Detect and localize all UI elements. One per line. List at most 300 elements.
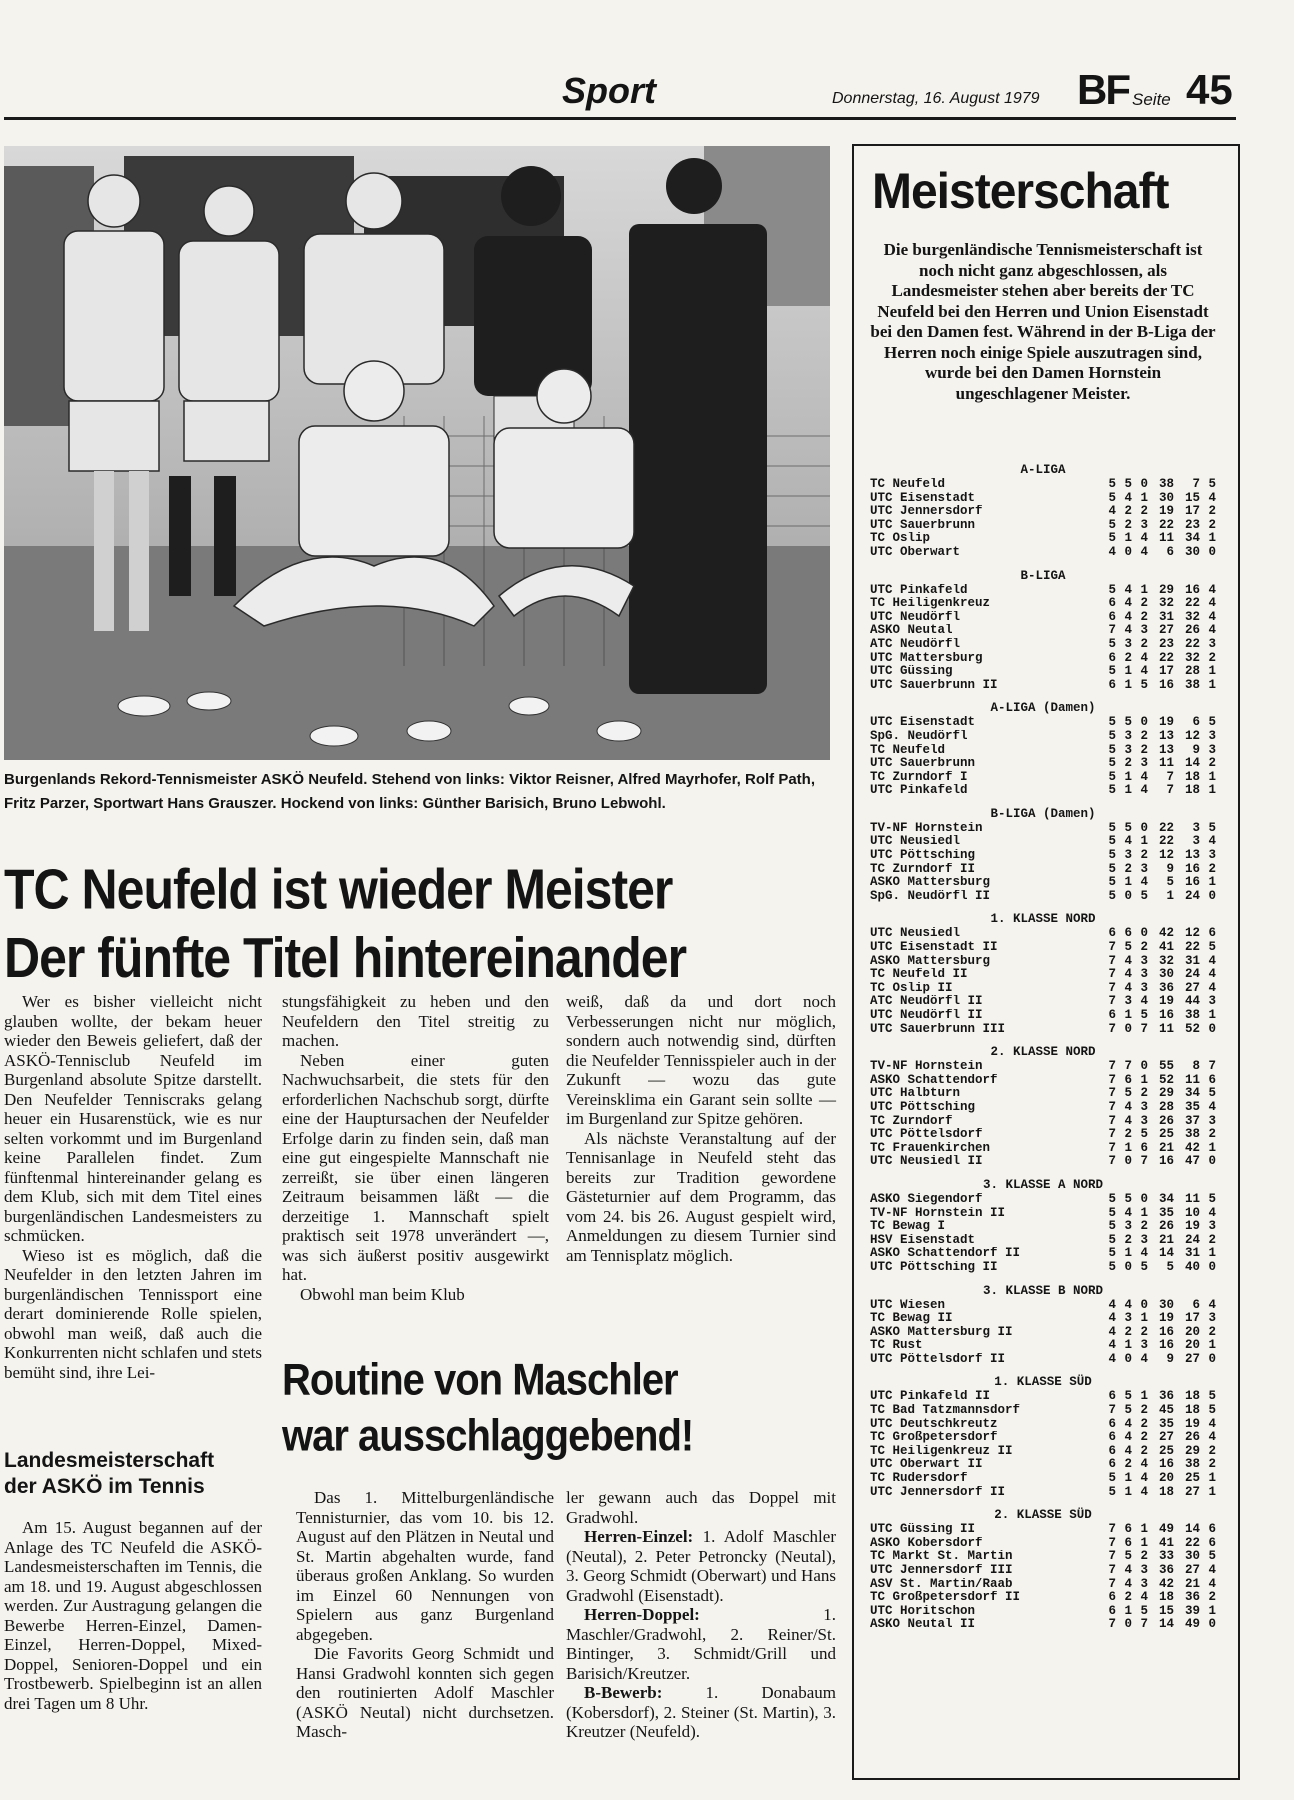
stat-cell: 4 bbox=[1208, 1430, 1216, 1445]
standings-row bbox=[870, 1339, 1216, 1353]
stat-cell: 38 bbox=[1184, 1008, 1200, 1022]
standings-row bbox=[870, 679, 1216, 693]
standings-row bbox=[870, 492, 1216, 506]
standings-row bbox=[870, 1418, 1216, 1432]
stat-cell: 6 bbox=[1208, 926, 1216, 941]
stat-cell: 38 bbox=[1158, 477, 1174, 491]
standings-row bbox=[870, 1550, 1216, 1564]
team-name: UTC Wiesen bbox=[870, 1298, 946, 1312]
stat-cell: 4 bbox=[1124, 1416, 1132, 1431]
stat-cell: 19 bbox=[1184, 1219, 1200, 1234]
standings-row bbox=[870, 1261, 1216, 1275]
stat-cell: 11 bbox=[1184, 1191, 1200, 1206]
stat-cell: 22 bbox=[1158, 650, 1174, 665]
stat-cell: 5 bbox=[1108, 636, 1116, 651]
team-name: TC Großpetersdorf II bbox=[870, 1591, 1021, 1605]
paragraph: Obwohl man beim Klub bbox=[300, 1284, 465, 1304]
stat-cell: 34 bbox=[1158, 1191, 1174, 1206]
stat-cell: 2 bbox=[1124, 861, 1132, 876]
paragraph: Am 15. August begannen auf der Anlage des TC Neufeld die ASKÖ-Landesmeisterschaften im Tennis, die am 18. und 19. August abgeschlossen werden. Zur Austragung gelangen die Bewerbe Herren-Einzel, Damen-Einzel, Herren-Doppel, Mixed-Doppel, Senioren-Doppel und ein Trostbewerb. Spielbeginn ist an allen drei Tagen um 8 Uhr. bbox=[4, 1518, 262, 1713]
stat-cell: 4 bbox=[1208, 1563, 1216, 1577]
team-name: UTC Pinkafeld II bbox=[870, 1390, 991, 1404]
stat-cell: 3 bbox=[1140, 1563, 1148, 1577]
team-name: UTC Deutschkreutz bbox=[870, 1417, 998, 1431]
standings-row bbox=[870, 1142, 1216, 1156]
result-paragraph bbox=[566, 1605, 836, 1683]
standings-row bbox=[870, 1207, 1216, 1221]
league-heading: B-LIGA (Damen) bbox=[990, 806, 1096, 821]
stat-cell: 2 bbox=[1124, 1324, 1132, 1339]
stat-cell: 7 bbox=[1108, 1127, 1116, 1142]
subheadline-line: der ASKÖ im Tennis bbox=[4, 1475, 205, 1498]
stat-cell: 0 bbox=[1140, 820, 1148, 835]
stat-cell: 9 bbox=[1192, 742, 1200, 757]
stat-cell: 17 bbox=[1184, 1311, 1200, 1326]
stat-cell: 7 bbox=[1192, 477, 1200, 491]
stat-cell: 7 bbox=[1108, 967, 1116, 982]
stat-cell: 6 bbox=[1108, 1430, 1116, 1445]
subheadline-line: Landesmeisterschaft bbox=[4, 1449, 215, 1472]
stat-cell: 3 bbox=[1140, 1113, 1148, 1128]
team-name: HSV Eisenstadt bbox=[870, 1233, 976, 1247]
stat-cell: 0 bbox=[1124, 1617, 1132, 1632]
team-name: UTC Pöttelsdorf bbox=[870, 1128, 983, 1142]
stat-cell: 49 bbox=[1184, 1617, 1200, 1632]
stat-cell: 13 bbox=[1184, 848, 1200, 863]
stat-cell: 1 bbox=[1208, 875, 1216, 890]
stat-cell: 4 bbox=[1208, 834, 1216, 849]
stat-cell: 16 bbox=[1158, 1008, 1174, 1022]
stat-cell: 5 bbox=[1108, 742, 1116, 757]
stat-cell: 0 bbox=[1208, 544, 1216, 559]
standings-row bbox=[870, 1578, 1216, 1592]
stat-cell: 33 bbox=[1158, 1549, 1174, 1564]
stat-cell: 26 bbox=[1158, 1219, 1174, 1234]
stat-cell: 5 bbox=[1108, 756, 1116, 771]
team-name: UTC Güssing bbox=[870, 665, 953, 679]
standings-row bbox=[870, 1486, 1216, 1500]
article-column bbox=[4, 1518, 262, 1713]
standings-row bbox=[870, 849, 1216, 863]
stat-cell: 3 bbox=[1124, 742, 1132, 757]
stat-cell: 3 bbox=[1140, 1338, 1148, 1353]
stat-cell: 6 bbox=[1108, 1603, 1116, 1618]
stat-cell: 2 bbox=[1124, 650, 1132, 665]
stat-cell: 5 bbox=[1108, 875, 1116, 890]
standings-row bbox=[870, 890, 1216, 904]
stat-cell: 30 bbox=[1158, 490, 1174, 505]
team-name: ASKÖ Schattendorf II bbox=[870, 1247, 1021, 1261]
sidebar-intro: Die burgenländische Tennismeisterschaft ist noch nicht ganz abgeschlossen, als Landesmeister stehen aber bereits der TC Neufeld bei den Herren und Union Eisenstadt bei den Damen fest. Während in der B-Liga der Herren noch einige Spiele auszutragen sind, wurde bei den Damen Hornstein ungeschlagener Meister. bbox=[870, 240, 1216, 403]
stat-cell: 4 bbox=[1140, 664, 1148, 679]
stat-cell: 6 bbox=[1124, 1522, 1132, 1537]
issue-date: Donnerstag, 16. August 1979 bbox=[832, 90, 1040, 107]
stat-cell: 16 bbox=[1184, 861, 1200, 876]
stat-cell: 4 bbox=[1124, 1576, 1132, 1591]
stat-cell: 2 bbox=[1208, 1590, 1216, 1605]
stat-cell: 1 bbox=[1124, 677, 1132, 692]
stat-cell: 6 bbox=[1108, 1008, 1116, 1022]
stat-cell: 4 bbox=[1124, 609, 1132, 624]
stat-cell: 4 bbox=[1124, 953, 1132, 968]
standings-row bbox=[870, 1101, 1216, 1115]
stat-cell: 21 bbox=[1184, 1576, 1200, 1591]
standings-row bbox=[870, 995, 1216, 1009]
result-text: 1. Donabaum (Kobersdorf), 2. Steiner (St. Martin), 3. Kreutzer (Neufeld). bbox=[566, 1683, 836, 1741]
stat-cell: 34 bbox=[1184, 531, 1200, 546]
stat-cell: 4 bbox=[1124, 834, 1132, 849]
standings-row bbox=[870, 982, 1216, 996]
stat-cell: 0 bbox=[1140, 1191, 1148, 1206]
stat-cell: 1 bbox=[1124, 1471, 1132, 1486]
stat-cell: 19 bbox=[1184, 1416, 1200, 1431]
stat-cell: 6 bbox=[1208, 1522, 1216, 1537]
stat-cell: 11 bbox=[1158, 1021, 1174, 1036]
stat-cell: 2 bbox=[1208, 1457, 1216, 1472]
team-name: UTC Halbturn bbox=[870, 1087, 961, 1101]
stat-cell: 0 bbox=[1124, 1021, 1132, 1036]
stat-cell: 4 bbox=[1140, 769, 1148, 784]
stat-cell: 4 bbox=[1208, 1205, 1216, 1220]
stat-cell: 2 bbox=[1140, 504, 1148, 519]
team-name: ASKÖ Siegendorf bbox=[870, 1192, 983, 1206]
team-name: ASKÖ Neutal II bbox=[870, 1618, 976, 1632]
stat-cell: 4 bbox=[1208, 980, 1216, 995]
stat-cell: 18 bbox=[1158, 1590, 1174, 1605]
stat-cell: 35 bbox=[1158, 1205, 1174, 1220]
paragraph: Das 1. Mittelburgenländische Tennisturnier, das vom 10. bis 12. August auf den Plätzen in Neutal und St. Martin abgehalten wurde, fand überaus großen Anklang. So wurden im Einzel 60 Nennungen von Spielern aus ganz Burgenland abgegeben. bbox=[296, 1488, 554, 1644]
stat-cell: 1 bbox=[1124, 875, 1132, 890]
stat-cell: 6 bbox=[1208, 1072, 1216, 1087]
stat-cell: 29 bbox=[1158, 582, 1174, 597]
stat-cell: 2 bbox=[1208, 1127, 1216, 1142]
stat-cell: 41 bbox=[1158, 940, 1174, 955]
stat-cell: 3 bbox=[1124, 1311, 1132, 1326]
standings-row bbox=[870, 1299, 1216, 1313]
stat-cell: 5 bbox=[1108, 477, 1116, 491]
paragraph: Als nächste Veranstaltung auf der Tennisanlage in Neufeld steht das bereits zur Tradition gewordene Gästeturnier auf dem Programm, das vom 24. bis 26. August gespielt wird, Anmeldungen zu diesem Turnier sind am Tennisplatz möglich. bbox=[566, 1128, 836, 1265]
stat-cell: 11 bbox=[1184, 1072, 1200, 1087]
stat-cell: 4 bbox=[1108, 1338, 1116, 1353]
stat-cell: 1 bbox=[1140, 1535, 1148, 1550]
league-heading: 1. KLASSE SÜD bbox=[994, 1375, 1092, 1390]
team-name: UTC Sauerbrunn III bbox=[870, 1022, 1006, 1036]
stat-cell: 6 bbox=[1108, 677, 1116, 692]
stat-cell: 26 bbox=[1184, 623, 1200, 638]
stat-cell: 7 bbox=[1108, 1522, 1116, 1537]
stat-cell: 5 bbox=[1140, 1008, 1148, 1022]
team-name: UTC Pinkafeld bbox=[870, 583, 968, 597]
stat-cell: 7 bbox=[1108, 1617, 1116, 1632]
stat-cell: 6 bbox=[1108, 650, 1116, 665]
stat-cell: 1 bbox=[1140, 1205, 1148, 1220]
standings-row bbox=[870, 771, 1216, 785]
stat-cell: 7 bbox=[1108, 953, 1116, 968]
standings-row bbox=[870, 1312, 1216, 1326]
photo-caption: Burgenlands Rekord-Tennismeister ASKÖ Neufeld. Stehend von links: Viktor Reisner, Alfred Mayrhofer, Rolf Path, Fritz Parzer, Sportwart Hans Grauszer. Hockend von links: Günther Barisich, Bruno Lebwohl. bbox=[4, 771, 815, 812]
stat-cell: 4 bbox=[1124, 1205, 1132, 1220]
stat-cell: 44 bbox=[1184, 994, 1200, 1009]
standings-row bbox=[870, 716, 1216, 730]
standings-row bbox=[870, 1390, 1216, 1404]
stat-cell: 7 bbox=[1108, 994, 1116, 1009]
paragraph: weiß, daß da und dort noch Verbesserungen nicht nur möglich, sondern auch notwendig sind, dürften die Neufelder Tennisspieler auch in der Zukunft — wozu das gute Vereinsklima ein Garant sein sollte — im Burgenland zur Spitze gehören. bbox=[566, 992, 836, 1128]
secondary-headline bbox=[282, 1352, 842, 1464]
standings-row bbox=[870, 1445, 1216, 1459]
stat-cell: 0 bbox=[1124, 544, 1132, 559]
stat-cell: 5 bbox=[1108, 1259, 1116, 1274]
stat-cell: 28 bbox=[1184, 664, 1200, 679]
stat-cell: 2 bbox=[1124, 517, 1132, 532]
stat-cell: 7 bbox=[1140, 1617, 1148, 1632]
stat-cell: 52 bbox=[1158, 1072, 1174, 1087]
paragraph: Wieso ist es möglich, daß die Neufelder in den letzten Jahren im burgenländischen Tennissport eine derart dominierende Rolle spielen, obwohl man weiß, daß auch die Konkurrenten nicht schlafen und stets bemüht sind, ihre Lei- bbox=[4, 1245, 262, 1382]
standings-row bbox=[870, 1193, 1216, 1207]
section-title: Sport bbox=[562, 70, 656, 111]
stat-cell: 36 bbox=[1184, 1590, 1200, 1605]
stat-cell: 27 bbox=[1184, 1563, 1200, 1577]
stat-cell: 6 bbox=[1166, 544, 1174, 559]
stat-cell: 3 bbox=[1208, 1113, 1216, 1128]
stat-cell: 5 bbox=[1108, 517, 1116, 532]
stat-cell: 5 bbox=[1124, 1191, 1132, 1206]
standings-row bbox=[870, 941, 1216, 955]
stat-cell: 32 bbox=[1184, 650, 1200, 665]
stat-cell: 0 bbox=[1208, 1154, 1216, 1169]
stat-cell: 19 bbox=[1158, 994, 1174, 1009]
stat-cell: 1 bbox=[1208, 769, 1216, 784]
stat-cell: 1 bbox=[1124, 1338, 1132, 1353]
stat-cell: 21 bbox=[1158, 1232, 1174, 1247]
stat-cell: 4 bbox=[1124, 1297, 1132, 1312]
team-name: ASV St. Martin/Raab bbox=[870, 1577, 1013, 1591]
stat-cell: 2 bbox=[1124, 1232, 1132, 1247]
stat-cell: 1 bbox=[1124, 531, 1132, 546]
stat-cell: 5 bbox=[1140, 1603, 1148, 1618]
stat-cell: 7 bbox=[1108, 1563, 1116, 1577]
stat-cell: 2 bbox=[1208, 1232, 1216, 1247]
standings-row bbox=[870, 1353, 1216, 1367]
stat-cell: 2 bbox=[1124, 1590, 1132, 1605]
stat-cell: 16 bbox=[1158, 677, 1174, 692]
stat-cell: 0 bbox=[1208, 888, 1216, 903]
stat-cell: 22 bbox=[1184, 636, 1200, 651]
team-name: TC Zurndorf bbox=[870, 1114, 953, 1128]
stat-cell: 13 bbox=[1158, 742, 1174, 757]
stat-cell: 55 bbox=[1158, 1059, 1174, 1074]
stat-cell: 1 bbox=[1208, 531, 1216, 546]
stat-cell: 2 bbox=[1140, 609, 1148, 624]
team-name: UTC Güssing II bbox=[870, 1523, 976, 1537]
stat-cell: 3 bbox=[1124, 994, 1132, 1009]
stat-cell: 1 bbox=[1124, 664, 1132, 679]
stat-cell: 4 bbox=[1208, 953, 1216, 968]
stat-cell: 5 bbox=[1108, 1232, 1116, 1247]
stat-cell: 4 bbox=[1108, 1324, 1116, 1339]
stat-cell: 5 bbox=[1208, 1086, 1216, 1101]
standings-row bbox=[870, 505, 1216, 519]
stat-cell: 16 bbox=[1158, 1338, 1174, 1353]
stat-cell: 4 bbox=[1124, 582, 1132, 597]
standings-row bbox=[870, 652, 1216, 666]
stat-cell: 1 bbox=[1140, 1389, 1148, 1404]
stat-cell: 7 bbox=[1108, 1113, 1116, 1128]
stat-cell: 2 bbox=[1140, 636, 1148, 651]
stat-cell: 5 bbox=[1108, 715, 1116, 730]
stat-cell: 2 bbox=[1140, 1430, 1148, 1445]
team-name: UTC Jennersdorf III bbox=[870, 1564, 1013, 1577]
stat-cell: 7 bbox=[1166, 769, 1174, 784]
stat-cell: 14 bbox=[1184, 756, 1200, 771]
team-name: TV-NF Hornstein bbox=[870, 1060, 983, 1074]
article-column bbox=[296, 1488, 554, 1742]
team-name: UTC Sauerbrunn bbox=[870, 757, 976, 771]
header-rule bbox=[4, 117, 1236, 120]
stat-cell: 38 bbox=[1184, 1127, 1200, 1142]
team-name: TC Neufeld II bbox=[870, 968, 968, 982]
team-name: TC Neufeld bbox=[870, 478, 946, 491]
stat-cell: 2 bbox=[1124, 756, 1132, 771]
stat-cell: 2 bbox=[1208, 1443, 1216, 1458]
league-heading: A-LIGA bbox=[1020, 463, 1066, 477]
stat-cell: 4 bbox=[1124, 490, 1132, 505]
stat-cell: 4 bbox=[1140, 1246, 1148, 1261]
stat-cell: 3 bbox=[1140, 517, 1148, 532]
league-heading: 1. KLASSE NORD bbox=[990, 912, 1096, 927]
team-name: ASKÖ Mattersburg bbox=[870, 876, 991, 890]
stat-cell: 25 bbox=[1158, 1443, 1174, 1458]
team-name: ASKÖ Mattersburg II bbox=[870, 1325, 1013, 1339]
standings-row bbox=[870, 757, 1216, 771]
stat-cell: 1 bbox=[1208, 1246, 1216, 1261]
stat-cell: 3 bbox=[1140, 756, 1148, 771]
stat-cell: 6 bbox=[1108, 609, 1116, 624]
team-name: UTC Sauerbrunn II bbox=[870, 678, 998, 692]
stat-cell: 7 bbox=[1108, 1403, 1116, 1418]
stat-cell: 3 bbox=[1124, 1219, 1132, 1234]
stat-cell: 6 bbox=[1192, 715, 1200, 730]
stat-cell: 42 bbox=[1158, 926, 1174, 941]
stat-cell: 7 bbox=[1140, 1021, 1148, 1036]
stat-cell: 7 bbox=[1108, 1086, 1116, 1101]
stat-cell: 21 bbox=[1158, 1140, 1174, 1155]
stat-cell: 0 bbox=[1124, 1351, 1132, 1366]
stat-cell: 5 bbox=[1108, 1246, 1116, 1261]
stat-cell: 5 bbox=[1108, 769, 1116, 784]
stat-cell: 7 bbox=[1124, 1059, 1132, 1074]
team-name: UTC Pöttelsdorf II bbox=[870, 1352, 1006, 1366]
stat-cell: 4 bbox=[1124, 1430, 1132, 1445]
team-name: TC Rust bbox=[870, 1339, 923, 1353]
stat-cell: 3 bbox=[1140, 861, 1148, 876]
stat-cell: 9 bbox=[1166, 1351, 1174, 1366]
article-column bbox=[566, 1488, 836, 1742]
stat-cell: 2 bbox=[1140, 596, 1148, 611]
stat-cell: 17 bbox=[1158, 664, 1174, 679]
stat-cell: 1 bbox=[1140, 1311, 1148, 1326]
stat-cell: 14 bbox=[1184, 1522, 1200, 1537]
stat-cell: 6 bbox=[1108, 1443, 1116, 1458]
stat-cell: 2 bbox=[1140, 728, 1148, 743]
team-name: UTC Neudörfl II bbox=[870, 1009, 983, 1022]
stat-cell: 24 bbox=[1184, 888, 1200, 903]
stat-cell: 20 bbox=[1158, 1471, 1174, 1486]
stat-cell: 6 bbox=[1192, 1297, 1200, 1312]
stat-cell: 3 bbox=[1208, 1311, 1216, 1326]
stat-cell: 6 bbox=[1208, 1535, 1216, 1550]
stat-cell: 16 bbox=[1184, 875, 1200, 890]
stat-cell: 22 bbox=[1184, 596, 1200, 611]
stat-cell: 5 bbox=[1108, 848, 1116, 863]
article-column bbox=[282, 992, 549, 1304]
stat-cell: 4 bbox=[1108, 1311, 1116, 1326]
stat-cell: 1 bbox=[1208, 677, 1216, 692]
stat-cell: 30 bbox=[1158, 1297, 1174, 1312]
stat-cell: 2 bbox=[1208, 1324, 1216, 1339]
stat-cell: 7 bbox=[1108, 1099, 1116, 1114]
stat-cell: 1 bbox=[1140, 834, 1148, 849]
stat-cell: 5 bbox=[1166, 1259, 1174, 1274]
stat-cell: 4 bbox=[1140, 1471, 1148, 1486]
standings-row bbox=[870, 1074, 1216, 1088]
team-name: ASKÖ Neutal bbox=[870, 624, 953, 638]
league-heading: 3. KLASSE A NORD bbox=[982, 1177, 1104, 1192]
stat-cell: 6 bbox=[1140, 1140, 1148, 1155]
stat-cell: 27 bbox=[1184, 1351, 1200, 1366]
stat-cell: 5 bbox=[1140, 677, 1148, 692]
stat-cell: 2 bbox=[1208, 504, 1216, 519]
stat-cell: 5 bbox=[1108, 1205, 1116, 1220]
stat-cell: 6 bbox=[1108, 1457, 1116, 1472]
stat-cell: 4 bbox=[1140, 783, 1148, 798]
standings-row bbox=[870, 876, 1216, 890]
stat-cell: 16 bbox=[1158, 1457, 1174, 1472]
stat-cell: 5 bbox=[1140, 1259, 1148, 1274]
stat-cell: 3 bbox=[1208, 728, 1216, 743]
team-name: TC Heiligenkreuz II bbox=[870, 1444, 1013, 1458]
stat-cell: 15 bbox=[1184, 490, 1200, 505]
paragraph: Neben einer guten Nachwuchsarbeit, die stets für den erforderlichen Nachschub sorgt, dürfte eine der Hauptursachen der Neufelder Erfolge darin zu finden sein, daß man eine gut eingespielte Mannschaft nie zerreißt, sie über einen längeren Zeitraum beisammen läßt — die derzeitige 1. Mannschaft spielt praktisch seit 1978 unverändert —, was sich äußerst positiv ausgewirkt hat. bbox=[282, 1050, 549, 1284]
stat-cell: 7 bbox=[1108, 1059, 1116, 1074]
stat-cell: 0 bbox=[1124, 1154, 1132, 1169]
stat-cell: 2 bbox=[1140, 1416, 1148, 1431]
stat-cell: 6 bbox=[1124, 1072, 1132, 1087]
stat-cell: 28 bbox=[1158, 1099, 1174, 1114]
stat-cell: 1 bbox=[1208, 664, 1216, 679]
stat-cell: 25 bbox=[1184, 1471, 1200, 1486]
team-name: ATC Neudörfl bbox=[870, 637, 961, 651]
stat-cell: 17 bbox=[1184, 504, 1200, 519]
stat-cell: 38 bbox=[1184, 1457, 1200, 1472]
stat-cell: 1 bbox=[1124, 1140, 1132, 1155]
team-name: UTC Pöttsching II bbox=[870, 1260, 998, 1274]
team-name: TV-NF Hornstein bbox=[870, 821, 983, 835]
stat-cell: 3 bbox=[1192, 834, 1200, 849]
stat-cell: 5 bbox=[1208, 715, 1216, 730]
stat-cell: 4 bbox=[1140, 531, 1148, 546]
stat-cell: 16 bbox=[1158, 1154, 1174, 1169]
stat-cell: 4 bbox=[1124, 623, 1132, 638]
stat-cell: 7 bbox=[1108, 1140, 1116, 1155]
standings-row bbox=[870, 546, 1216, 560]
stat-cell: 20 bbox=[1184, 1324, 1200, 1339]
team-name: UTC Oberwart bbox=[870, 545, 961, 559]
stat-cell: 3 bbox=[1192, 820, 1200, 835]
standings-row bbox=[870, 1591, 1216, 1605]
stat-cell: 0 bbox=[1140, 1059, 1148, 1074]
result-paragraph bbox=[566, 1527, 836, 1605]
standings-row bbox=[870, 1234, 1216, 1248]
